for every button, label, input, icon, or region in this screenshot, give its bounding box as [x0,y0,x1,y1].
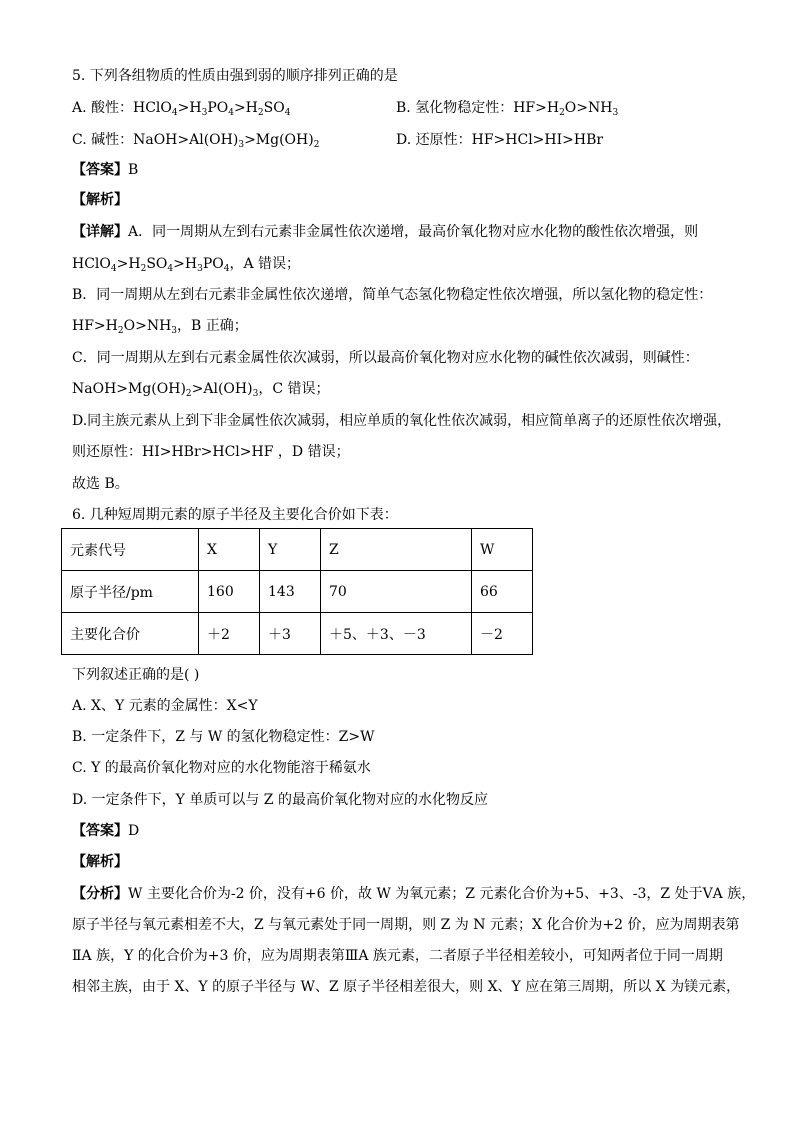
table-cell: Y [260,529,321,571]
q6-fenxi-line1: 【分析】W 主要化合价为-2 价，没有+6 价，故 W 为氧元素；Z 元素化合价为+5、+3、-3，Z 处于ⅤA 族， [72,886,756,902]
table-cell: 160 [199,571,260,613]
table-cell: ＋2 [199,613,260,655]
answer-value: D [128,823,140,839]
q6-fenxi-line3: ⅡA 族，Y 的化合价为+3 价，应为周期表第ⅢA 族元素，二者原子半径相差较小，可知两者位于同一周期 [72,948,723,964]
q6-analysis-tag: 【解析】 [72,854,128,870]
table-cell: X [199,529,260,571]
table-row [62,571,533,613]
table-cell: 元素代号 [62,529,199,571]
q5-answer [72,160,138,180]
table-cell: Z [321,529,472,571]
element-data-table [61,528,533,655]
detail-tag: 【详解】 [72,224,128,240]
table-cell: 原子半径/pm [62,571,199,613]
q6-fenxi-line2: 原子半径与氧元素相差不大，Z 与氧元素处于同一周期，则 Z 为 N 元素；X 化合价为+2 价，应为周期表第 [72,917,740,933]
q5-detail-d-line2: 则还原性：HI>HBr>HCl>HF ，D 错误； [72,444,350,460]
q6-question: 下列叙述正确的是( ) [72,667,200,683]
answer-tag: 【答案】 [72,162,128,178]
q5-option-d: D. 还原性：HF>HCl>HI>HBr [396,132,604,148]
answer-tag: 【答案】 [72,823,128,839]
table-row [62,613,533,655]
q5-detail-b-line2: $HF>H_2O>NH_3$，B 正确； [72,318,248,336]
q5-detail-b-line1: B．同一周期从左到右元素非金属性依次递增，简单气态氢化物稳定性依次增强，所以氢化物的稳定性： [72,287,713,303]
q5-option-a: A. 酸性：$HClO_4>H_3PO_4>H_2SO_4$ [72,100,291,118]
q6-stem: 6. 几种短周期元素的原子半径及主要化合价如下表： [72,507,398,523]
table-cell: －2 [472,613,533,655]
q5-detail-a-line2: $HClO_4>H_2SO_4>H_3PO_4$，A 错误； [72,256,301,274]
q5-detail-d-line1: D.同主族元素从上到下非金属性依次减弱，相应单质的氧化性依次减弱，相应简单离子的还原性依次增强， [72,413,732,429]
q5-option-c: C. 碱性：$NaOH>Al(OH)_3>Mg(OH)_2$ [72,132,320,150]
table-cell: 主要化合价 [62,613,199,655]
q6-answer [72,821,139,841]
q6-fenxi-line4: 相邻主族，由于 X、Y 的原子半径与 W、Z 原子半径相差很大，则 X、Y 应在第三周期，所以 X 为镁元素， [72,979,741,995]
q5-option-b: B. 氢化物稳定性：$HF>H_2O>NH_3$ [396,100,619,118]
q5-stem: 5. 下列各组物质的性质由强到弱的顺序排列正确的是 [72,68,398,84]
table-cell: 143 [260,571,321,613]
table-cell: ＋5、＋3、－3 [321,613,472,655]
q6-option-c: C. Y 的最高价氧化物对应的水化物能溶于稀氨水 [72,760,371,776]
table-cell: 66 [472,571,533,613]
table-cell: W [472,529,533,571]
fenxi-tag: 【分析】 [72,886,128,902]
q5-analysis-tag: 【解析】 [72,192,128,208]
q5-conclusion: 故选 B。 [72,476,129,492]
table-cell: ＋3 [260,613,321,655]
q5-detail-c-line2: $NaOH>Mg(OH)_2>Al(OH)_3$，C 错误； [72,381,330,399]
q5-detail-c-line1: C．同一周期从左到右元素金属性依次减弱，所以最高价氧化物对应水化物的碱性依次减弱，则碱性： [72,350,699,366]
q6-option-a: A. X、Y 元素的金属性：X<Y [72,698,258,714]
answer-value: B [128,162,139,178]
table-cell: 70 [321,571,472,613]
q6-option-d: D. 一定条件下，Y 单质可以与 Z 的最高价氧化物对应的水化物反应 [72,792,488,808]
q6-option-b: B. 一定条件下，Z 与 W 的氢化物稳定性：Z>W [72,729,375,745]
table-row [62,529,533,571]
q5-detail-a-line1: 【详解】A．同一周期从左到右元素非金属性依次递增，最高价氧化物对应水化物的酸性依次增强，则 [72,224,699,240]
